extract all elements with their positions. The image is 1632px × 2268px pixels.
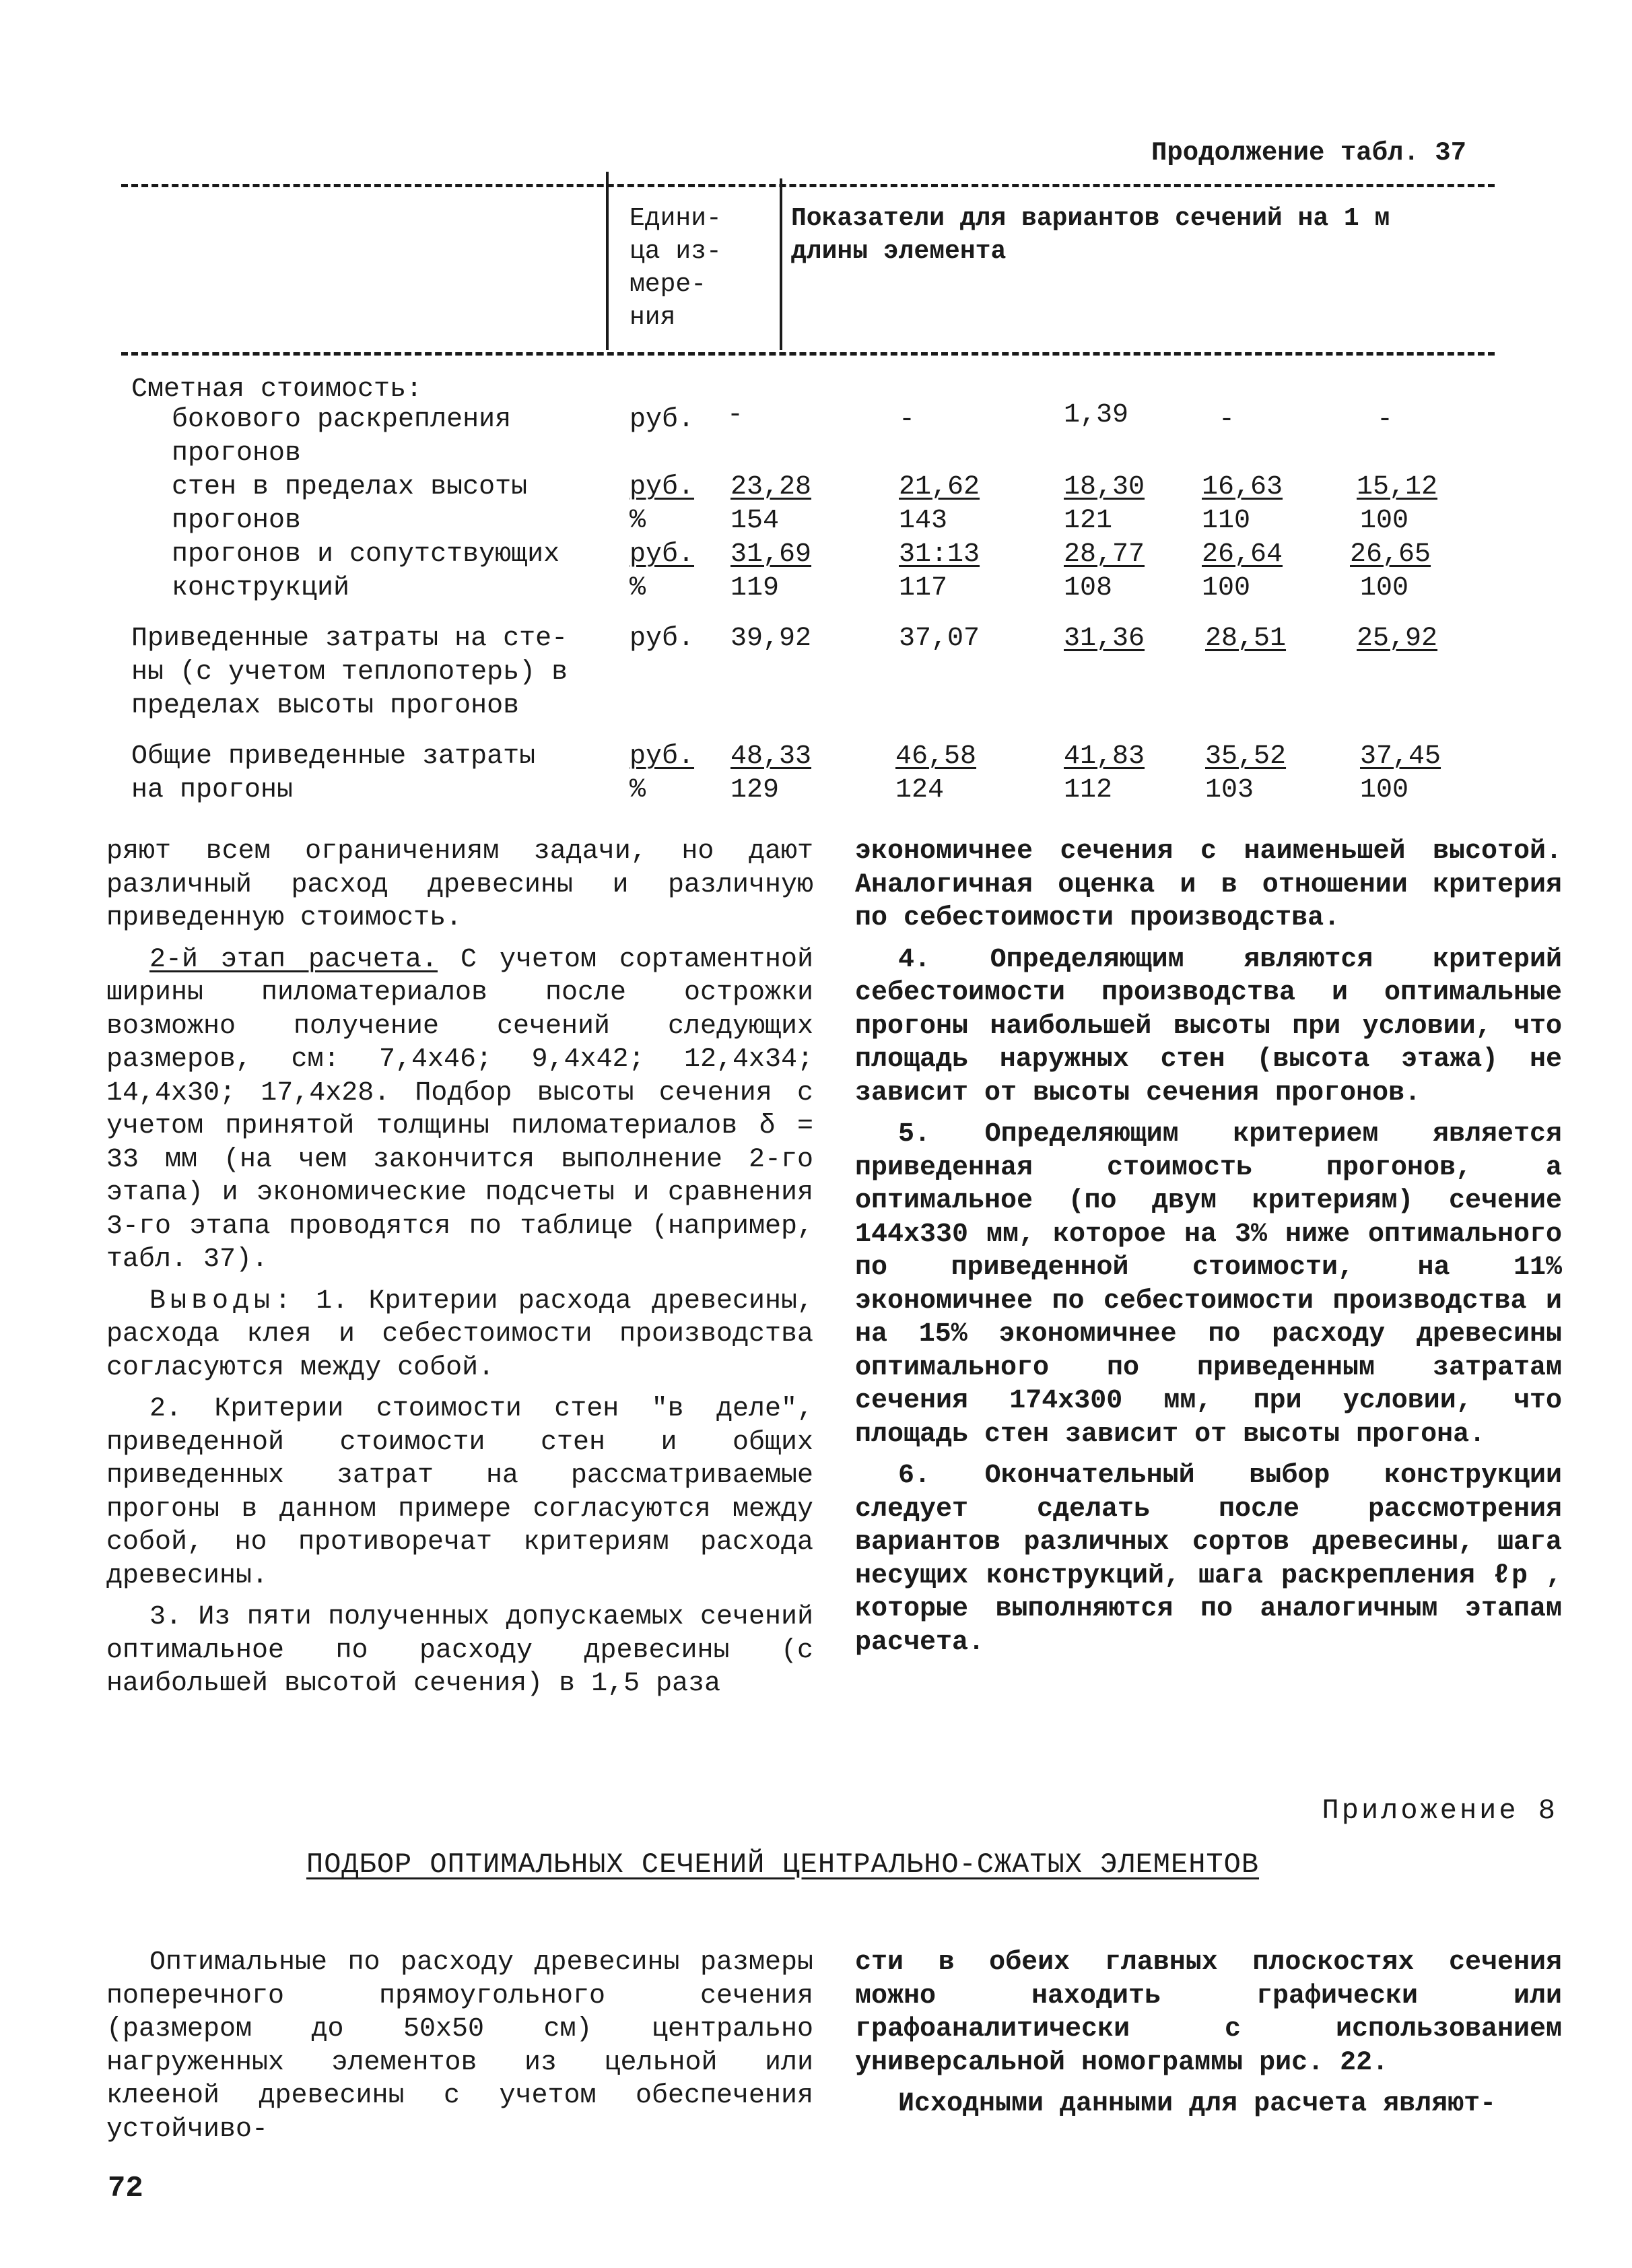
- cell-value: 154: [730, 506, 780, 536]
- paragraph: 2. Критерии стоимости стен "в деле", приведенной стоимости стен и общих приведенных затрат на рассматриваемые прогоны в данном примере согласуются между собой, но противоречат критериям расхода древесины.: [106, 1394, 813, 1591]
- table-header-bottom-rule: [121, 352, 1495, 356]
- cell-value: 48,33: [730, 741, 812, 772]
- page-number: 72: [108, 2172, 143, 2205]
- cell-value: 25,92: [1357, 624, 1438, 654]
- row-label: на прогоны: [131, 775, 294, 805]
- paragraph-heading: Выводы:: [149, 1286, 296, 1316]
- cell-value: 23,28: [730, 472, 812, 502]
- section-title: ПОДБОР ОПТИМАЛЬНЫХ СЕЧЕНИЙ ЦЕНТРАЛЬНО-СЖАТЫХ ЭЛЕМЕНТОВ: [306, 1848, 1260, 1881]
- header-unit-line: мере-: [630, 270, 707, 299]
- cell-value: 117: [899, 573, 948, 603]
- cell-value: 15,12: [1357, 472, 1438, 502]
- paragraph: 4. Определяющим являются критерий себестоимости производства и оптимальные прогоны наибольшей высоты при условии, что площадь наружных стен (высота этажа) не зависит от высоты сечения прогонов.: [855, 944, 1562, 1108]
- header-unit-line: ца из-: [630, 237, 722, 266]
- appendix-right-column: [855, 1946, 1562, 2129]
- paragraph: 3. Из пяти полученных допускаемых сечений оптимальное по расходу древесины (с наибольшей высотой сечения) в 1,5 раза: [106, 1602, 813, 1699]
- row-label: Сметная стоимость:: [131, 374, 423, 405]
- cell-value: 31,69: [730, 539, 812, 570]
- paragraph: 6. Окончательный выбор конструкции следует сделать после рассмотрения вариантов различных сортов древесины, шага несущих конструкций, шага раскрепления ℓр , которые выполняются по аналогичным этапам расчета.: [855, 1461, 1562, 1658]
- cell-value: 143: [899, 506, 948, 536]
- paragraph: Исходными данными для расчета являют-: [898, 2089, 1497, 2119]
- cell-value: 100: [1360, 506, 1409, 536]
- cell-value: 100: [1360, 573, 1409, 603]
- cell-value: 100: [1202, 573, 1251, 603]
- row-unit: руб.: [630, 624, 695, 654]
- cell-value: 1,39: [1064, 400, 1129, 430]
- cell-value: -: [727, 400, 744, 430]
- cell-value: 124: [895, 775, 945, 805]
- header-unit-line: Едини-: [630, 204, 722, 233]
- left-text-column: [106, 835, 813, 1709]
- cell-value: 46,58: [895, 741, 977, 772]
- appendix-left-column: [106, 1946, 813, 2154]
- cell-value: 37,45: [1360, 741, 1441, 772]
- cell-value: 35,52: [1205, 741, 1287, 772]
- appendix-label: Приложение 8: [1322, 1795, 1558, 1827]
- cell-value: 28,51: [1205, 624, 1287, 654]
- table-top-rule: [121, 184, 1495, 187]
- table-header-divider-2: [780, 178, 782, 350]
- row-unit: руб.: [630, 405, 695, 435]
- header-indicator-line: Показатели для вариантов сечений на 1 м: [791, 204, 1390, 233]
- header-unit-line: ния: [630, 303, 676, 332]
- row-unit: руб.: [630, 472, 695, 502]
- cell-value: 121: [1064, 506, 1113, 536]
- row-unit: руб.: [630, 539, 695, 570]
- row-label: прогонов и сопутствующих: [172, 539, 560, 570]
- row-label: прогонов: [172, 506, 302, 536]
- paragraph-heading: 2-й этап расчета.: [149, 944, 438, 975]
- cell-value: 18,30: [1064, 472, 1145, 502]
- paragraph: [106, 1285, 813, 1385]
- row-label: конструкций: [172, 573, 350, 603]
- cell-value: 37,07: [899, 624, 980, 654]
- cell-value: -: [1377, 405, 1394, 435]
- table-continuation-caption: Продолжение табл. 37: [1151, 138, 1467, 168]
- row-unit: %: [630, 775, 646, 805]
- row-label: бокового раскрепления: [172, 405, 512, 435]
- cell-value: -: [1219, 405, 1235, 435]
- cell-value: -: [899, 405, 916, 435]
- paragraph-body: С учетом сортаментной ширины пиломатериалов после острожки возможно получение сечений следующих размеров, см: 7,4x46; 9,4x42; 12,4x34; 14,4x30; 17,4x28. Подбор высоты сечения с учетом принятой толщины пиломатериалов δ = 33 мм (на чем закончится выполнение 2-го этапа) и экономические подсчеты и сравнения 3-го этапа проводятся по таблице (например, табл. 37).: [106, 944, 813, 1275]
- table-header-unit: [630, 202, 764, 334]
- row-label: ны (с учетом теплопотерь) в: [131, 657, 568, 688]
- right-text-column: [855, 835, 1562, 1667]
- row-label: прогонов: [172, 438, 302, 469]
- cell-value: 41,83: [1064, 741, 1145, 772]
- row-label: Общие приведенные затраты: [131, 741, 536, 772]
- paragraph-body: 1. Критерии расхода древесины, расхода клея и себестоимости производства согласуются между собой.: [106, 1286, 813, 1383]
- table-header-indicators: [791, 202, 1464, 268]
- row-unit: %: [630, 573, 646, 603]
- paragraph: Оптимальные по расходу древесины размеры поперечного прямоугольного сечения (размером до 50x50 см) центрально нагруженных элементов из цельной или клееной древесины с учетом обеспечения устойчиво-: [106, 1947, 813, 2145]
- table-header-divider-1: [606, 172, 609, 350]
- row-unit: %: [630, 506, 646, 536]
- cell-value: 108: [1064, 573, 1113, 603]
- cell-value: 26,65: [1350, 539, 1431, 570]
- cell-value: 119: [730, 573, 780, 603]
- cell-value: 16,63: [1202, 472, 1283, 502]
- paragraph: ряют всем ограничениям задачи, но дают различный расход древесины и различную приведенную стоимость.: [106, 836, 813, 933]
- row-label: стен в пределах высоты: [172, 472, 528, 502]
- cell-value: 39,92: [730, 624, 812, 654]
- paragraph: сти в обеих главных плоскостях сечения можно находить графически или графоаналитически с использованием универсальной номограммы рис. 22.: [855, 1947, 1562, 2078]
- row-label: пределах высоты прогонов: [131, 691, 520, 721]
- cell-value: 26,64: [1202, 539, 1283, 570]
- cell-value: 100: [1360, 775, 1409, 805]
- cell-value: 112: [1064, 775, 1113, 805]
- paragraph: [106, 943, 813, 1277]
- cell-value: 110: [1202, 506, 1251, 536]
- cell-value: 31,36: [1064, 624, 1145, 654]
- paragraph: 5. Определяющим критерием является приведенная стоимость прогонов, а оптимальное (по двум критериям) сечение 144x330 мм, которое на 3% ниже оптимального по приведенной стоимости, на 11% экономичнее по себестоимости производства и на 15% экономичнее по расходу древесины оптимального по приведенным затратам сечения 174x300 мм, при условии, что площадь стен зависит от высоты прогона.: [855, 1119, 1562, 1450]
- cell-value: 129: [730, 775, 780, 805]
- cell-value: 103: [1205, 775, 1254, 805]
- row-label: Приведенные затраты на сте-: [131, 624, 568, 654]
- paragraph: экономичнее сечения с наименьшей высотой. Аналогичная оценка и в отношении критерия по себестоимости производства.: [855, 836, 1562, 933]
- cell-value: 31:13: [899, 539, 980, 570]
- cell-value: 21,62: [899, 472, 980, 502]
- cell-value: 28,77: [1064, 539, 1145, 570]
- header-indicator-line: длины элемента: [791, 237, 1007, 266]
- row-unit: руб.: [630, 741, 695, 772]
